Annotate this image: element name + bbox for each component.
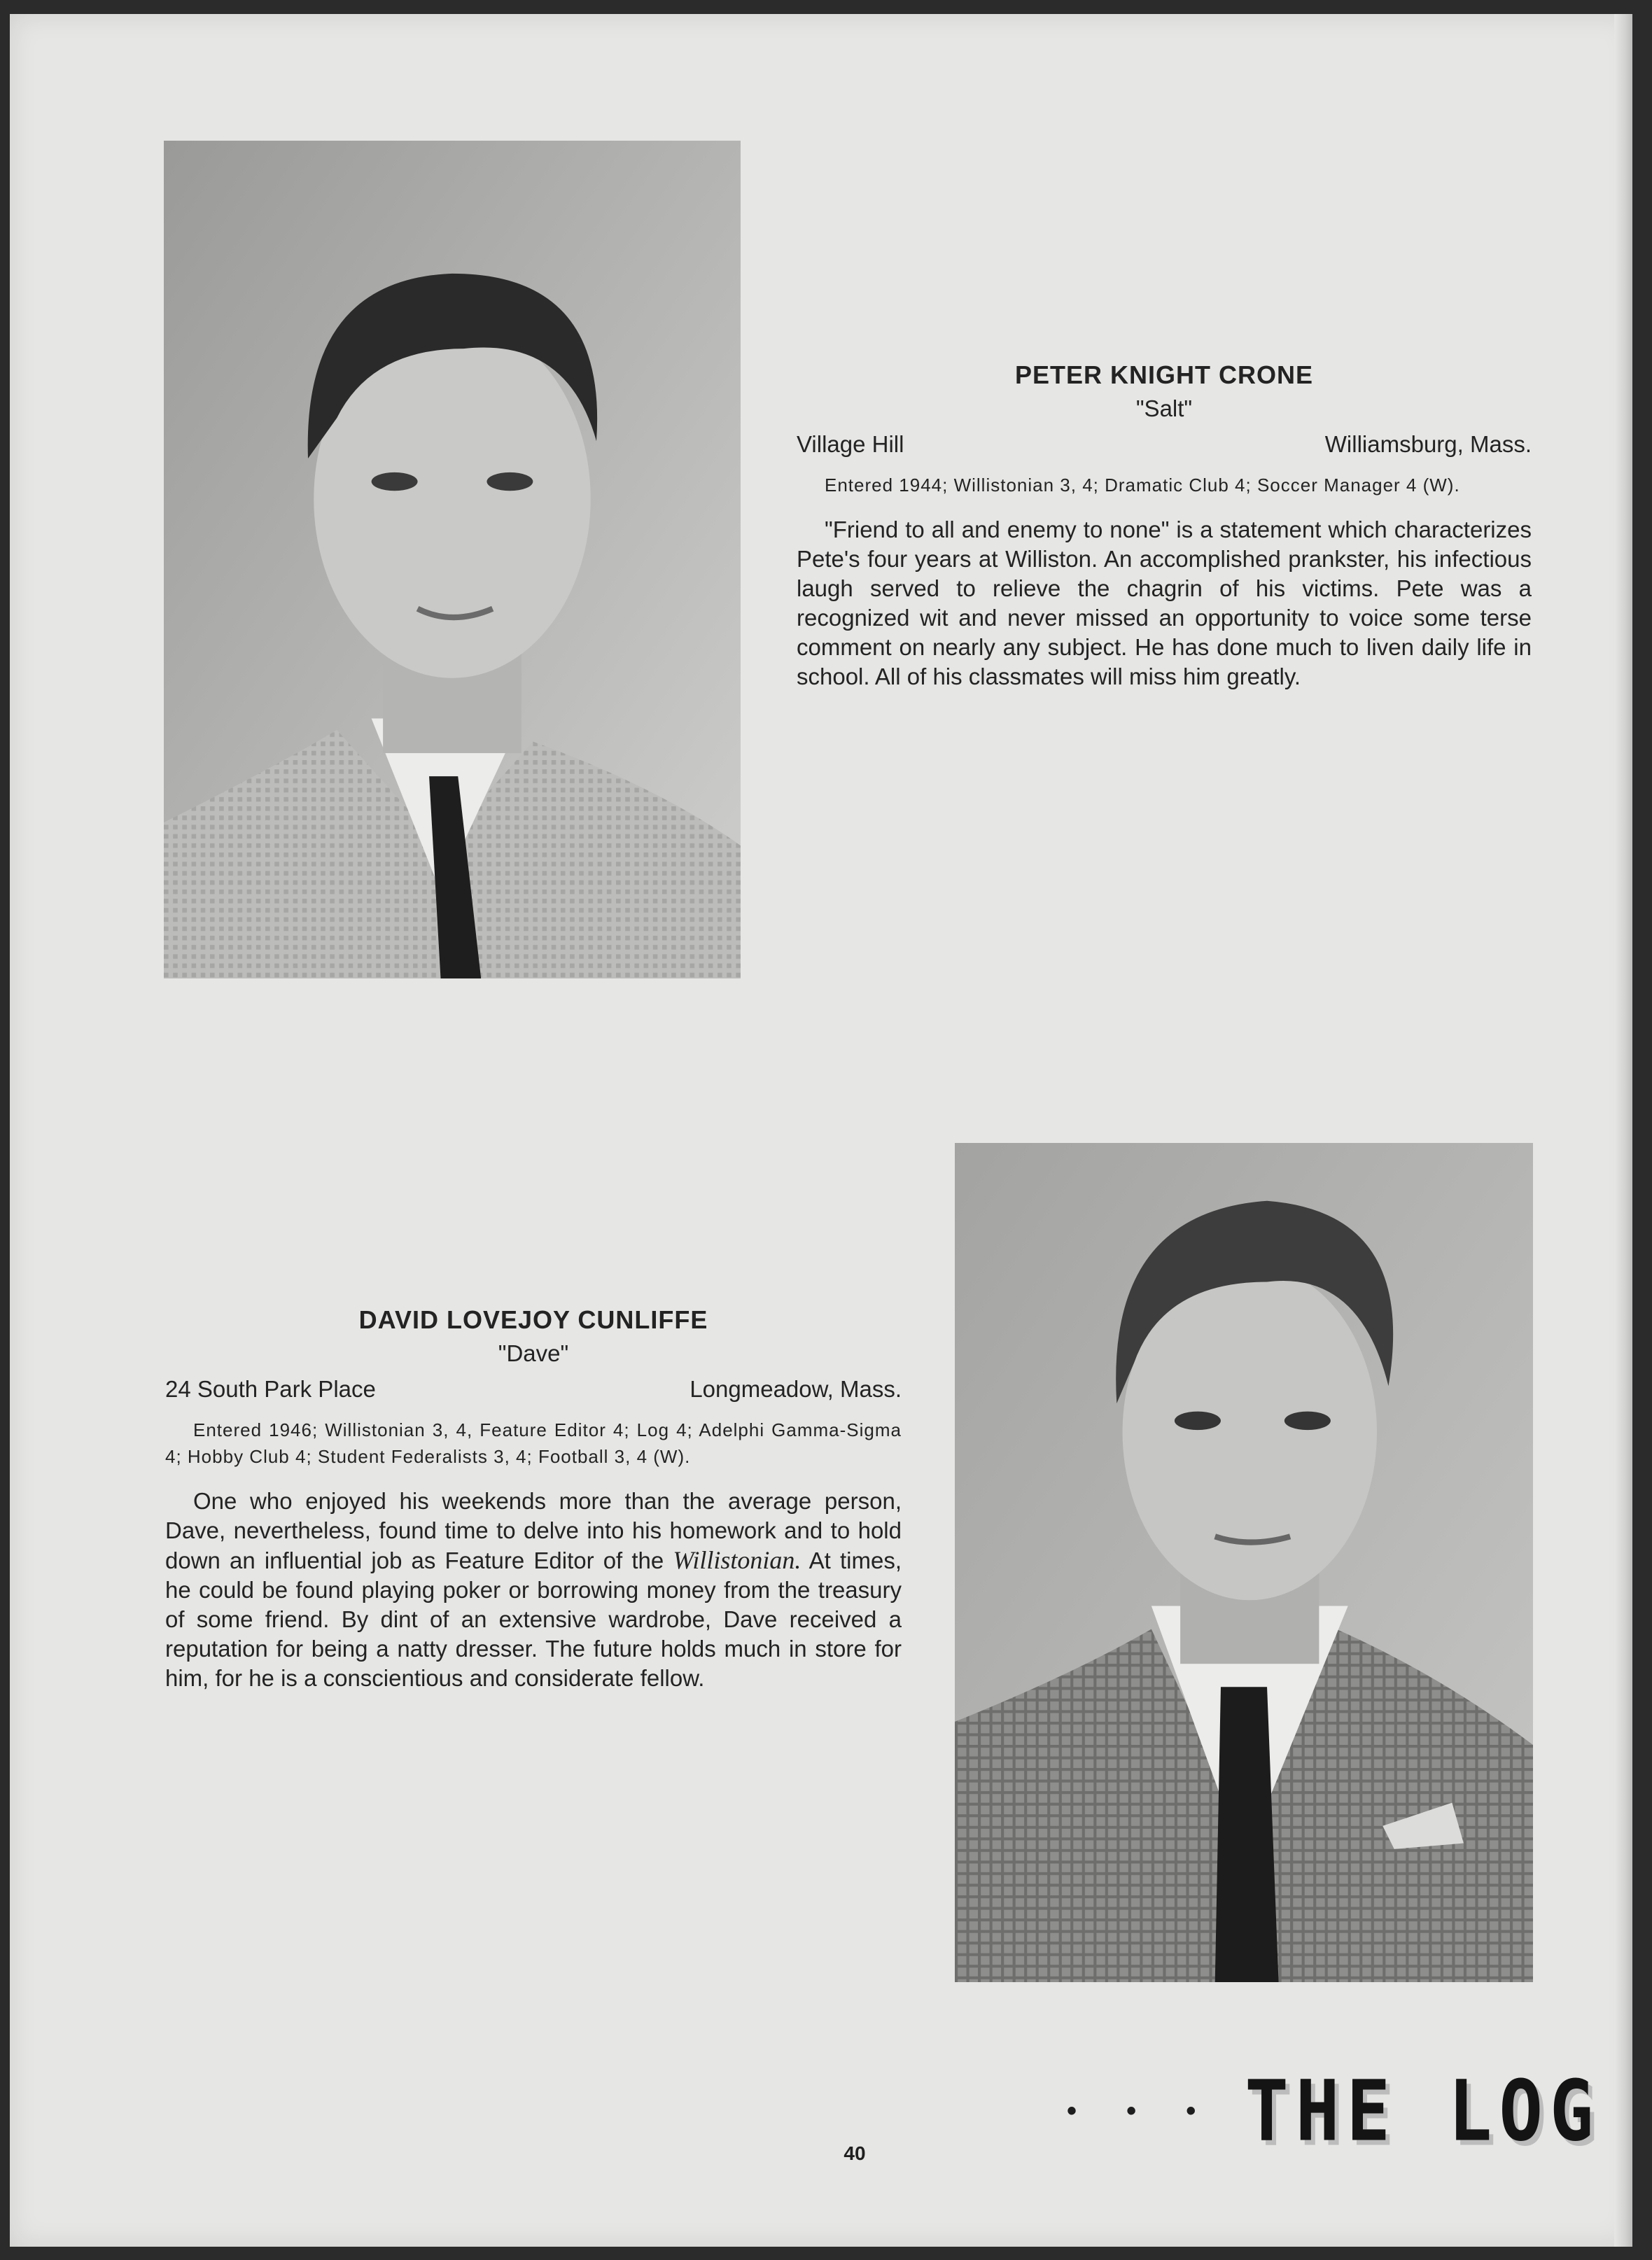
street-address: Village Hill xyxy=(797,431,904,457)
publication-logo xyxy=(1067,2061,1601,2161)
yearbook-page xyxy=(10,14,1632,2247)
student-nickname: "Dave" xyxy=(498,1340,569,1366)
biography-entry-cunliffe xyxy=(165,1302,902,1693)
street-address: 24 South Park Place xyxy=(165,1376,376,1402)
biography-text xyxy=(165,1487,902,1693)
portrait-photo-cunliffe xyxy=(955,1143,1533,1982)
decorative-dots: • • • xyxy=(1067,2095,1217,2126)
student-nickname: "Salt" xyxy=(1135,395,1193,421)
page-number: 40 xyxy=(844,2142,866,2164)
hometown: Williamsburg, Mass. xyxy=(1324,431,1532,457)
publication-name: THE LOG xyxy=(1245,2061,1601,2161)
biography-text: "Friend to all and enemy to none" is a statement which characterizes Pete's four years at Williston. An accomplished prankster, his infectious laugh served to relieve the chagrin of his victims. Pete was a recognized wit and never missed an opportunity to voice some terse comment on nearly any subject. He has done much to liven daily life in school. All of his classmates will miss him greatly. xyxy=(797,517,1532,689)
activities-list: Entered 1946; Willistonian 3, 4, Feature Editor 4; Log 4; Adelphi Gamma-Sigma 4; Hobby Club 4; Student Federalists 3, 4; Football 3, 4 (W). xyxy=(165,1419,902,1467)
student-address xyxy=(165,1372,902,1407)
portrait-photo-crone xyxy=(164,141,741,978)
biography-text-part: One who enjoyed his weekends more than the average person, Dave, nevertheless, found time to delve into his homework and to hold down an influential job as Feature Editor of the xyxy=(165,1488,902,1573)
student-name: PETER KNIGHT CRONE xyxy=(1014,360,1314,389)
biography-text-part: At times, he could be found playing poker or borrowing money from the treasury of some friend. By dint of an extensive wardrobe, Dave received a reputation for being a natty dresser. The future holds much in store for him, for he is a conscientious and considerate fellow. xyxy=(165,1547,902,1691)
activities-list: Entered 1944; Willistonian 3, 4; Dramatic Club 4; Soccer Manager 4 (W). xyxy=(825,475,1460,496)
student-name: DAVID LOVEJOY CUNLIFFE xyxy=(358,1305,708,1334)
biography-entry-crone xyxy=(797,357,1532,692)
publication-title: Willistonian. xyxy=(673,1546,802,1574)
page-spine-shadow xyxy=(1614,14,1632,2247)
hometown: Longmeadow, Mass. xyxy=(690,1376,902,1402)
student-address xyxy=(797,427,1532,462)
